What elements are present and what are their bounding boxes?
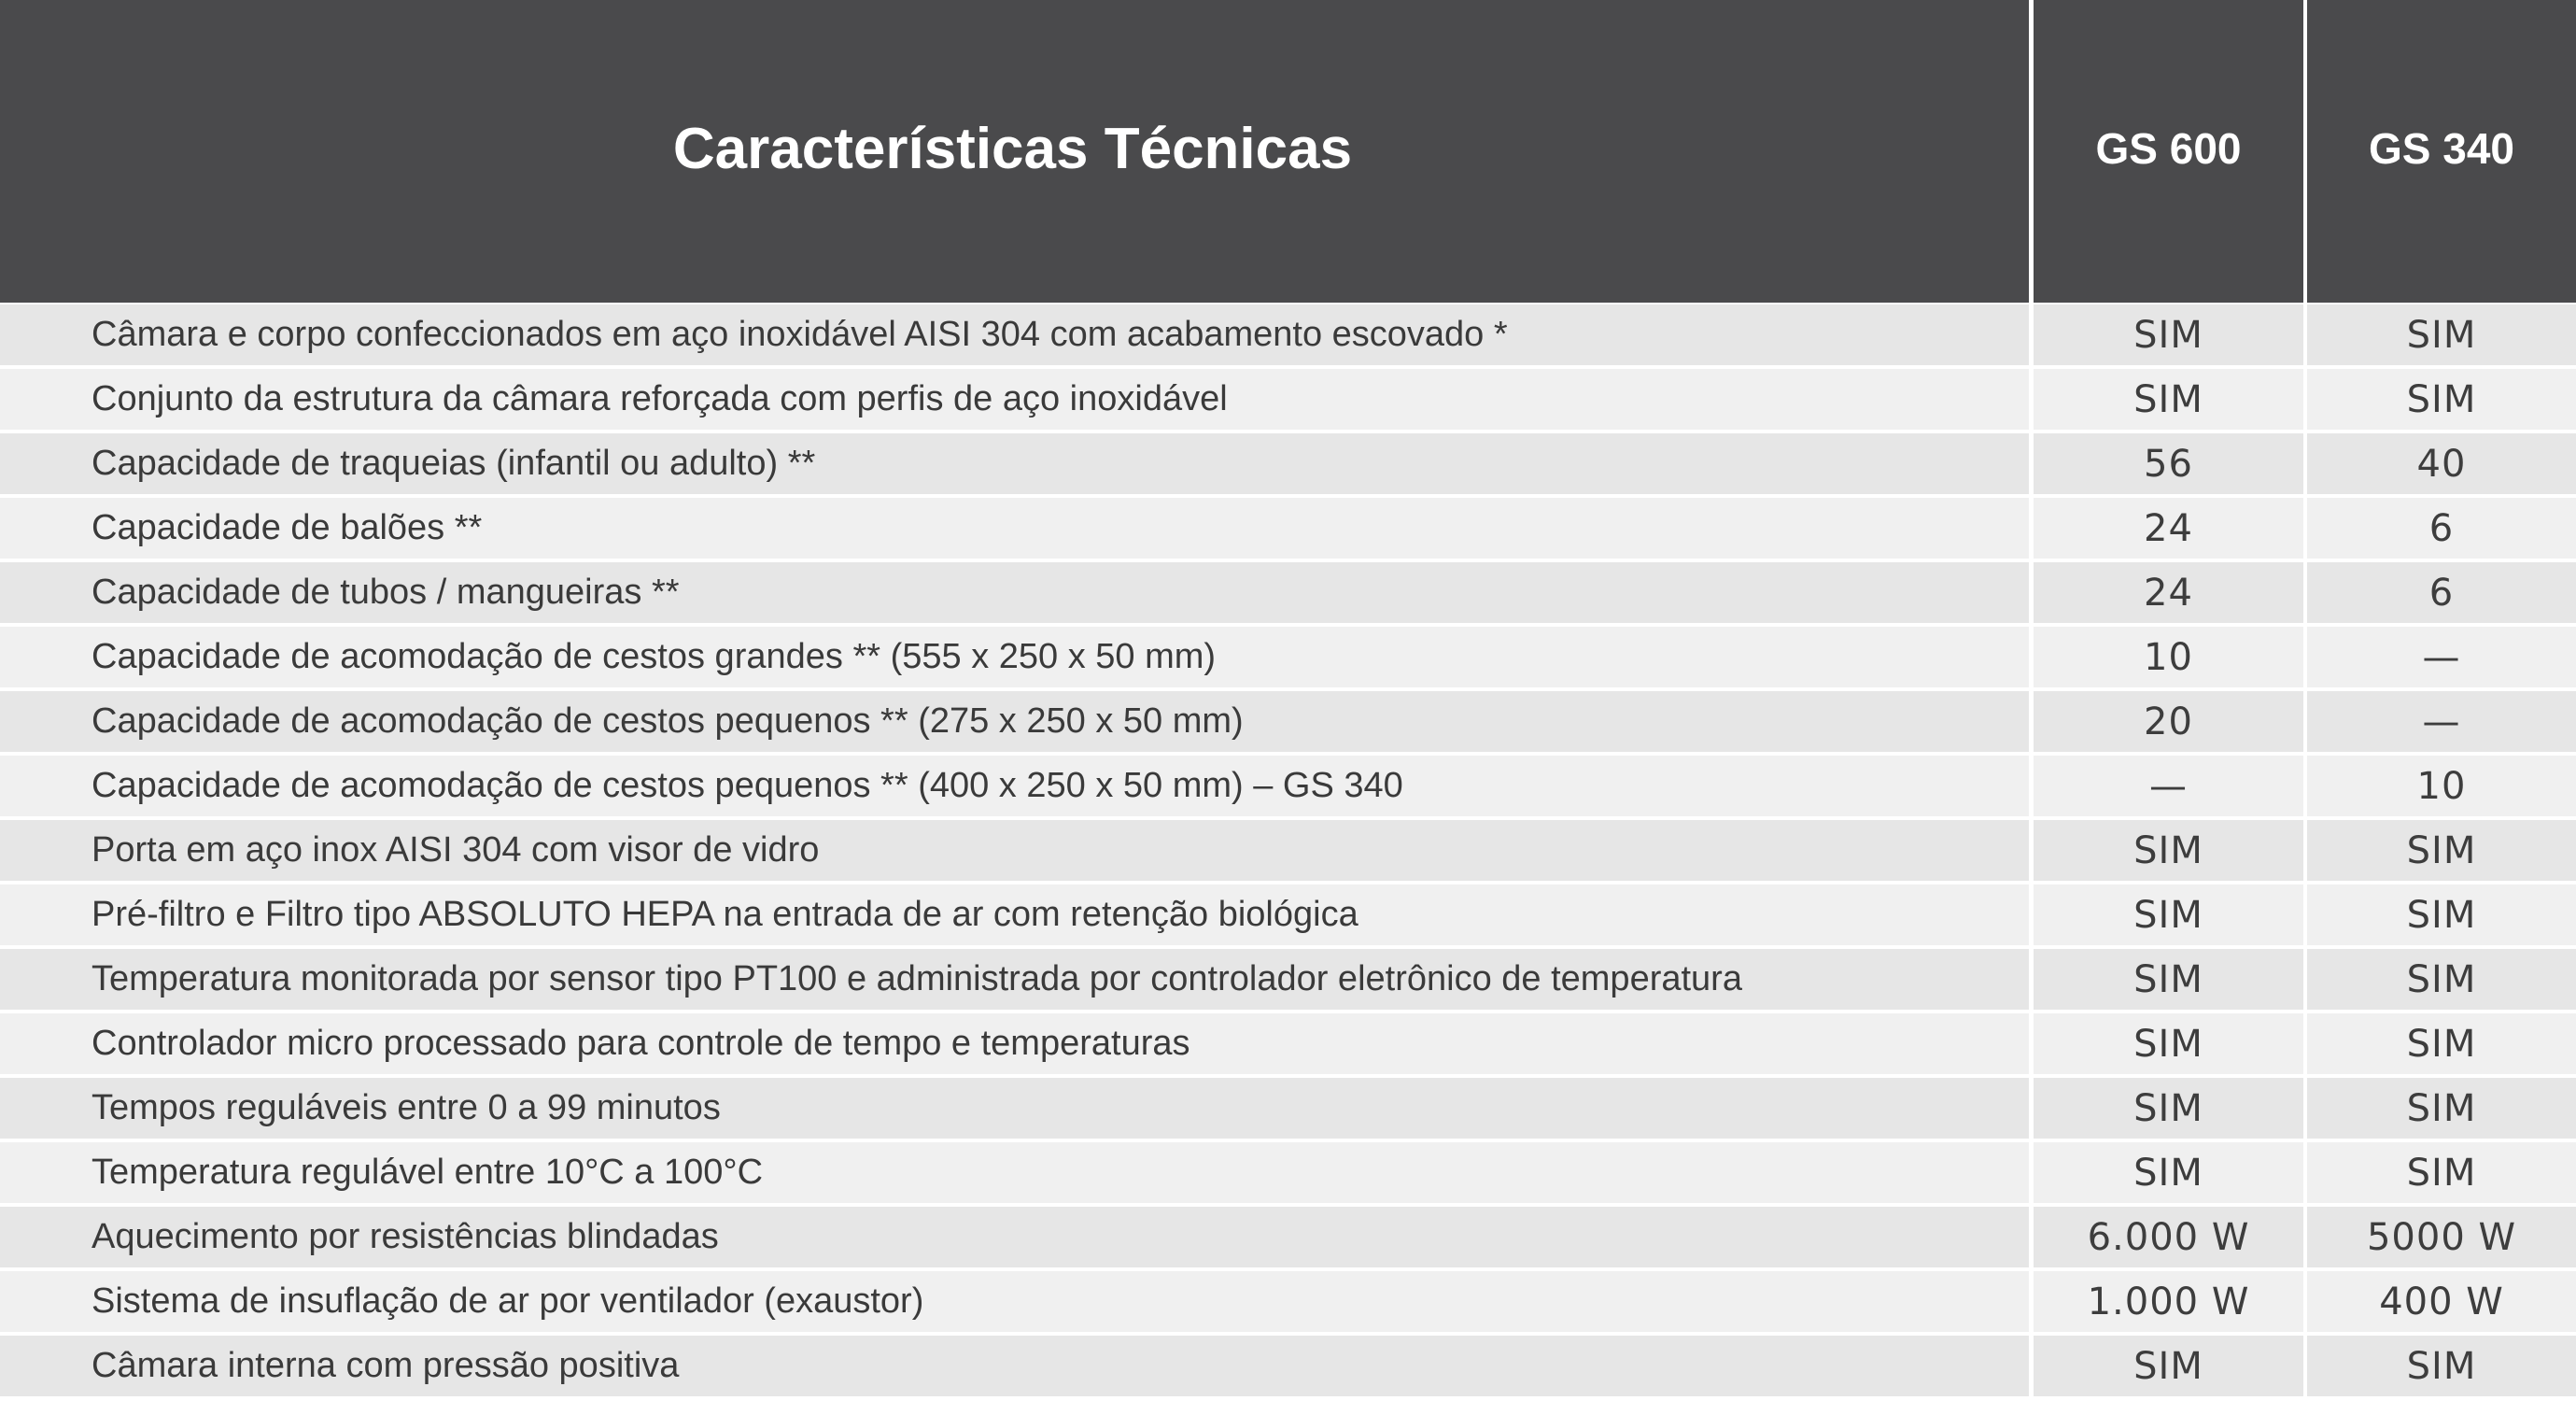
- gs340-value-cell: 6: [2307, 498, 2576, 559]
- column-header-gs600: GS 600: [2034, 0, 2303, 303]
- table-header: [0, 0, 2576, 303]
- table-row: [0, 1271, 2576, 1332]
- gs340-value-cell: 400 W: [2307, 1271, 2576, 1332]
- gs340-value-cell: SIM: [2307, 369, 2576, 430]
- gs600-value-cell: SIM: [2034, 304, 2303, 365]
- gs340-value-cell: —: [2307, 627, 2576, 687]
- gs340-value-cell: 10: [2307, 756, 2576, 816]
- gs600-value-cell: SIM: [2034, 1336, 2303, 1396]
- feature-cell: Capacidade de traqueias (infantil ou adulto) **: [0, 433, 2029, 494]
- feature-cell: Capacidade de acomodação de cestos pequenos ** (400 x 250 x 50 mm) – GS 340: [0, 756, 2029, 816]
- gs600-value-cell: SIM: [2034, 369, 2303, 430]
- feature-cell: Pré-filtro e Filtro tipo ABSOLUTO HEPA na entrada de ar com retenção biológica: [0, 884, 2029, 945]
- column-header-gs340: GS 340: [2307, 0, 2576, 303]
- table-row: [0, 1207, 2576, 1267]
- table-row: [0, 691, 2576, 752]
- gs600-value-cell: SIM: [2034, 949, 2303, 1010]
- table-row: [0, 1336, 2576, 1396]
- gs600-value-cell: 1.000 W: [2034, 1271, 2303, 1332]
- feature-cell: Conjunto da estrutura da câmara reforçada com perfis de aço inoxidável: [0, 369, 2029, 430]
- feature-cell: Tempos reguláveis entre 0 a 99 minutos: [0, 1078, 2029, 1139]
- gs340-value-cell: SIM: [2307, 1013, 2576, 1074]
- feature-cell: Capacidade de acomodação de cestos grandes ** (555 x 250 x 50 mm): [0, 627, 2029, 687]
- feature-cell: Controlador micro processado para controle de tempo e temperaturas: [0, 1013, 2029, 1074]
- feature-cell: Câmara e corpo confeccionados em aço inoxidável AISI 304 com acabamento escovado *: [0, 304, 2029, 365]
- table-title-text: Características Técnicas: [672, 116, 1353, 181]
- gs340-value-cell: SIM: [2307, 1142, 2576, 1203]
- feature-cell: Capacidade de acomodação de cestos pequenos ** (275 x 250 x 50 mm): [0, 691, 2029, 752]
- table-row: [0, 627, 2576, 687]
- gs340-value-cell: SIM: [2307, 1336, 2576, 1396]
- feature-cell: Câmara interna com pressão positiva: [0, 1336, 2029, 1396]
- feature-cell: Porta em aço inox AISI 304 com visor de vidro: [0, 820, 2029, 881]
- gs600-value-cell: 10: [2034, 627, 2303, 687]
- gs340-value-cell: 40: [2307, 433, 2576, 494]
- gs600-value-cell: 20: [2034, 691, 2303, 752]
- table-row: [0, 1078, 2576, 1139]
- feature-cell: Aquecimento por resistências blindadas: [0, 1207, 2029, 1267]
- table-row: [0, 433, 2576, 494]
- table-row: [0, 498, 2576, 559]
- gs340-value-cell: SIM: [2307, 949, 2576, 1010]
- feature-cell: Temperatura regulável entre 10°C a 100°C: [0, 1142, 2029, 1203]
- table-row: [0, 756, 2576, 816]
- gs600-value-cell: 24: [2034, 498, 2303, 559]
- gs600-value-cell: SIM: [2034, 820, 2303, 881]
- gs600-value-cell: SIM: [2034, 1142, 2303, 1203]
- gs600-value-cell: SIM: [2034, 1013, 2303, 1074]
- gs600-value-cell: 6.000 W: [2034, 1207, 2303, 1267]
- gs600-value-cell: SIM: [2034, 884, 2303, 945]
- gs340-value-cell: SIM: [2307, 820, 2576, 881]
- gs600-value-cell: 56: [2034, 433, 2303, 494]
- table-row: [0, 949, 2576, 1010]
- gs600-value-cell: 24: [2034, 562, 2303, 623]
- gs340-value-cell: SIM: [2307, 884, 2576, 945]
- gs600-value-cell: SIM: [2034, 1078, 2303, 1139]
- feature-cell: Capacidade de balões **: [0, 498, 2029, 559]
- table-body: [0, 304, 2576, 1396]
- gs340-value-cell: 5000 W: [2307, 1207, 2576, 1267]
- table-row: [0, 1142, 2576, 1203]
- table-row: [0, 562, 2576, 623]
- table-row: [0, 369, 2576, 430]
- feature-cell: Temperatura monitorada por sensor tipo PT100 e administrada por controlador eletrônico de temperatura: [0, 949, 2029, 1010]
- gs600-value-cell: —: [2034, 756, 2303, 816]
- table-row: [0, 304, 2576, 365]
- table-title: [0, 0, 2029, 303]
- gs340-value-cell: SIM: [2307, 1078, 2576, 1139]
- gs340-value-cell: SIM: [2307, 304, 2576, 365]
- table-row: [0, 1013, 2576, 1074]
- table-row: [0, 820, 2576, 881]
- feature-cell: Sistema de insuflação de ar por ventilador (exaustor): [0, 1271, 2029, 1332]
- feature-cell: Capacidade de tubos / mangueiras **: [0, 562, 2029, 623]
- gs340-value-cell: 6: [2307, 562, 2576, 623]
- table-row: [0, 884, 2576, 945]
- gs340-value-cell: —: [2307, 691, 2576, 752]
